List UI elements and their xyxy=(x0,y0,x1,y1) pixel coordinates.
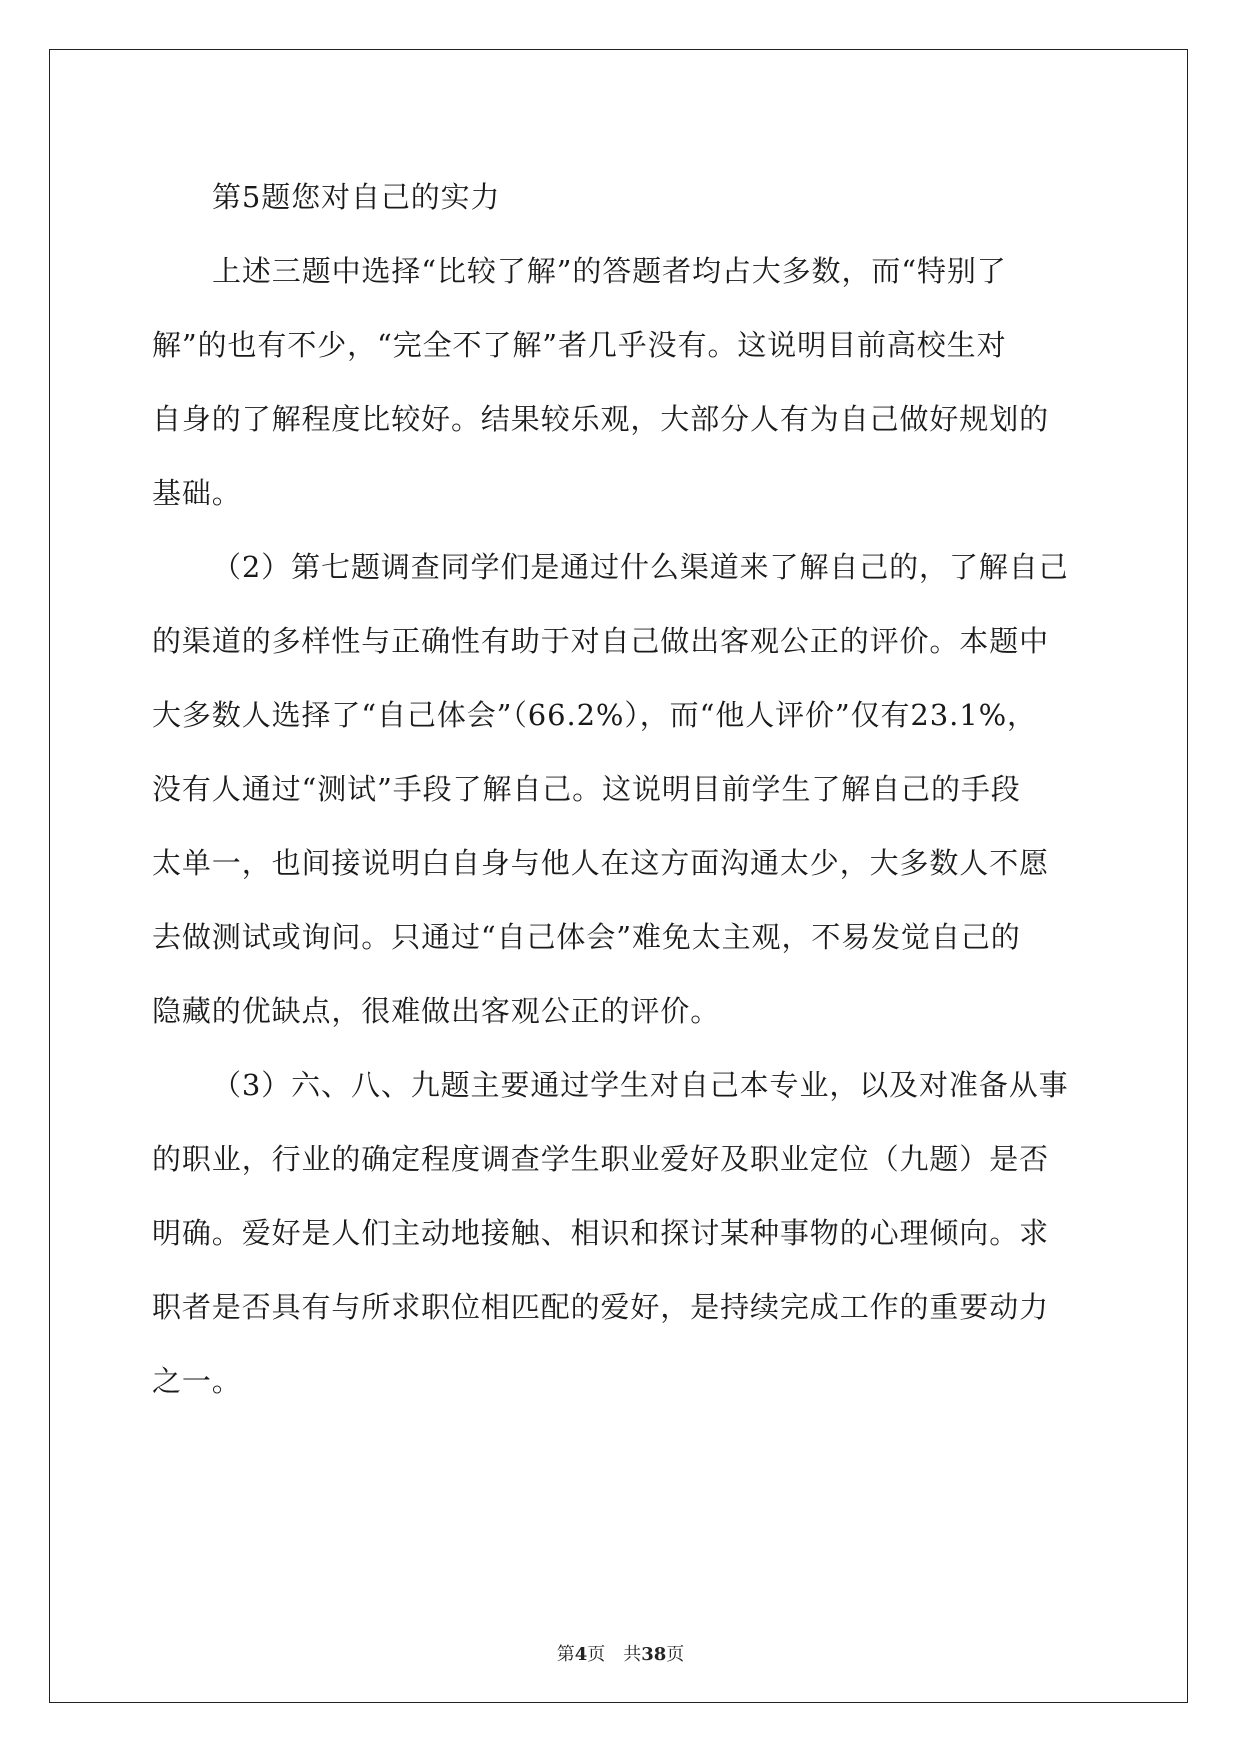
text-line: 之一。 xyxy=(152,1364,242,1398)
text-line: 解”的也有不少，“完全不了解”者几乎没有。这说明目前高校生对 xyxy=(152,328,1007,362)
text-line: 自身的了解程度比较好。结果较乐观，大部分人有为自己做好规划的 xyxy=(152,402,1050,436)
text-line: 的职业，行业的确定程度调查学生职业爱好及职业定位（九题）是否 xyxy=(152,1142,1050,1176)
text-line: 明确。爱好是人们主动地接触、相识和探讨某种事物的心理倾向。求 xyxy=(152,1216,1050,1250)
text-line: 上述三题中选择“比较了解”的答题者均占大多数，而“特别了 xyxy=(212,254,1007,288)
page-footer xyxy=(0,1640,1241,1666)
text-line: 大多数人选择了“自己体会”（66.2%），而“他人评价”仅有23.1%， xyxy=(152,698,1037,732)
text-line: 没有人通过“测试”手段了解自己。这说明目前学生了解自己的手段 xyxy=(152,772,1021,806)
text-line: （2）第七题调查同学们是通过什么渠道来了解自己的，了解自己 xyxy=(212,550,1069,584)
footer-prefix: 第 xyxy=(556,1644,575,1665)
text-line: （3）六、八、九题主要通过学生对自己本专业，以及对准备从事 xyxy=(212,1068,1069,1102)
current-page-number: 4 xyxy=(574,1644,588,1665)
total-pages-number: 38 xyxy=(641,1644,667,1665)
footer-middle: 页 共 xyxy=(587,1644,642,1665)
footer-suffix: 页 xyxy=(666,1644,685,1665)
text-line: 隐藏的优缺点，很难做出客观公正的评价。 xyxy=(152,994,721,1028)
text-line: 职者是否具有与所求职位相匹配的爱好，是持续完成工作的重要动力 xyxy=(152,1290,1050,1324)
text-line: 的渠道的多样性与正确性有助于对自己做出客观公正的评价。本题中 xyxy=(152,624,1050,658)
text-line: 基础。 xyxy=(152,476,242,510)
text-line: 太单一，也间接说明白自身与他人在这方面沟通太少，大多数人不愿 xyxy=(152,846,1050,880)
document-body xyxy=(152,160,1082,1418)
text-line: 第5题您对自己的实力 xyxy=(212,180,501,214)
text-line: 去做测试或询问。只通过“自己体会”难免太主观，不易发觉自己的 xyxy=(152,920,1021,954)
